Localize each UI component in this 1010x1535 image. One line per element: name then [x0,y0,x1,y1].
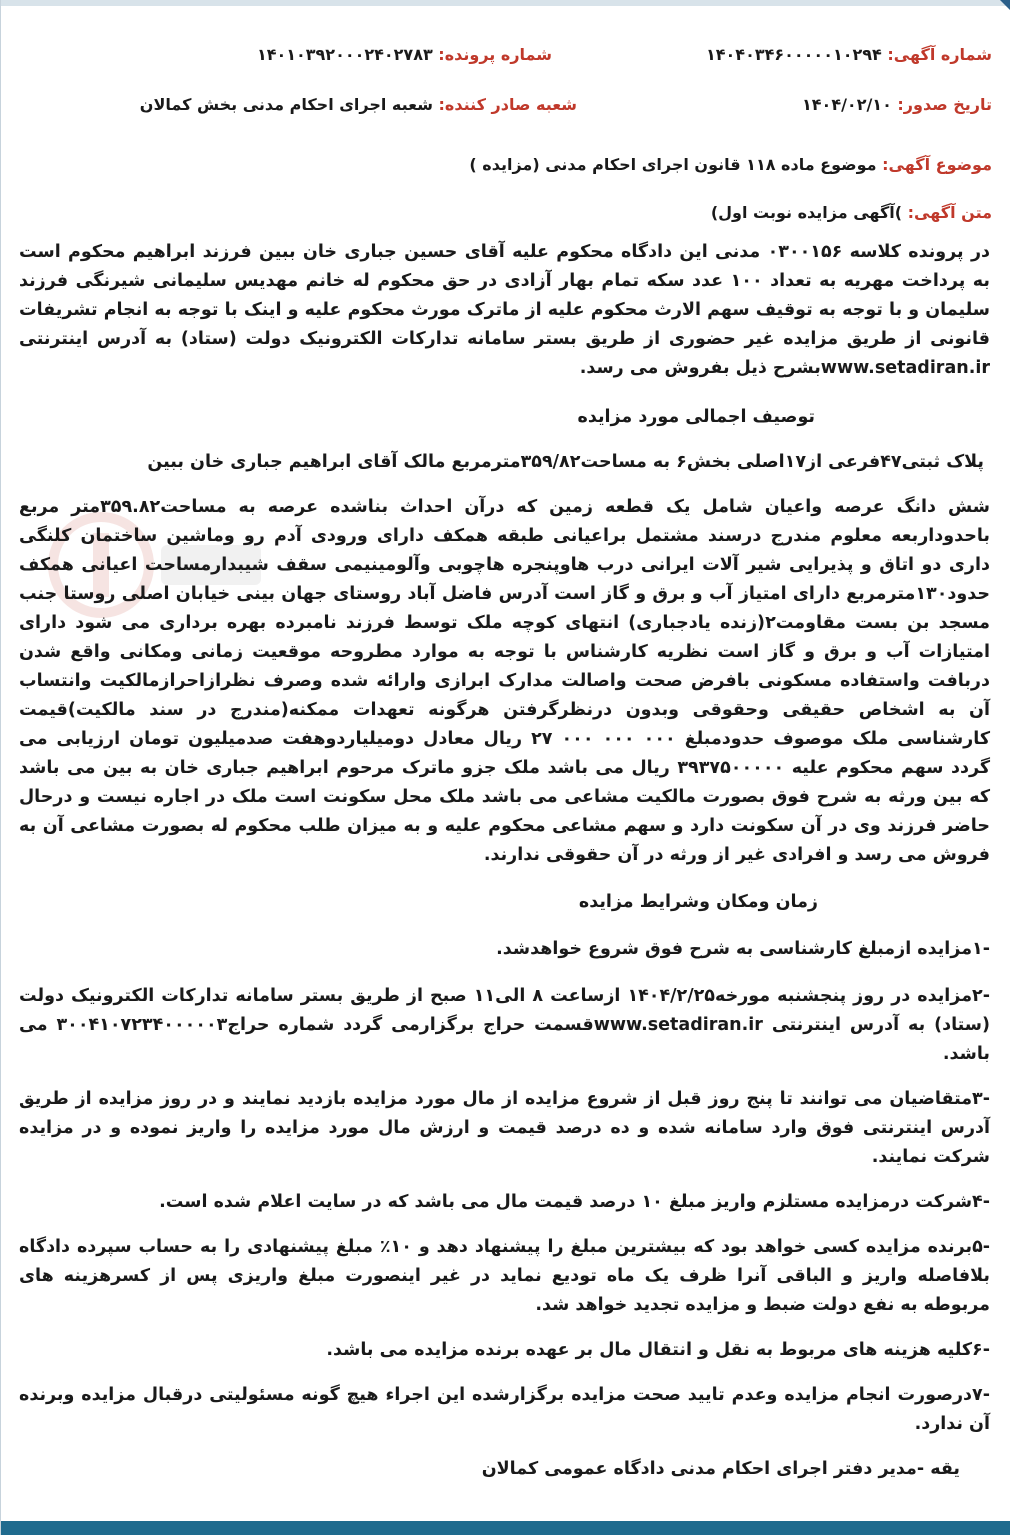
condition-item-5: -۵برنده مزایده کسی خواهد بود که بیشترین مبلغ را پیشنهاد دهد و ۱۰٪ مبلغ پیشنهادی را به حساب سپرده دادگاه بلافاصله واریز و الباقی آنرا ظرف یک ماه تودیع نماید در غیر اینصورت مبلغ واریزی پس از کسرهزینه های مربوطه به نفع دولت ضبط و مزایده تجدید خواهد شد. [19,1237,991,1315]
condition-item-7: -۷درصورت انجام مزایده وعدم تایید صحت مزایده برگزارشده این اجراء هیچ گونه مسئولیتی درقبال مزایده وبرنده آن ندارد. [19,1385,990,1434]
condition-item-2: -۲مزایده در روز پنجشنبه مورخه۱۴۰۴/۲/۲۵ ازساعت ۸ الی۱۱ صبح از طریق بستر سامانه تدارکات الکترونیک دولت (ستاد) به آدرس اینترنتی www.setadiran.irقسمت حراج برگزارمی گردد شماره حراج۳۰۰۴۱۰۷۲۳۴۰۰۰۰۰۳ می باشد. [19,986,990,1064]
ad-text-header [711,203,992,222]
signature: یقه -مدیر دفتر اجرای احکام مدنی دادگاه عمومی کمالان [481,1459,960,1479]
issuer [140,95,577,114]
case-number-value: ۱۴۰۱۰۳۹۲۰۰۰۲۴۰۲۷۸۳ [256,45,433,64]
ad-text-value: )آگهی مزایده نوبت اول) [710,203,903,222]
case-number [257,45,552,64]
issue-date-value: ۱۴۰۴/۰۲/۱۰ [802,95,892,114]
issue-date-label: تاریخ صدور: [897,95,992,114]
condition-item-4: -۴شرکت درمزایده مستلزم واریز مبلغ ۱۰ درصد قیمت مال می باشد که در سایت اعلام شده است. [159,1192,990,1212]
condition-item-1: -۱مزایده ازمبلغ کارشناسی به شرح فوق شروع خواهدشد. [496,939,990,959]
condition-item-3: -۳متقاضیان می توانند تا پنج روز قبل از شروع مزایده از مال مورد مزایده بازدید نمایند و در روز مزایده از طریق آدرس اینترنتی فوق وارد سامانه شده و ده درصد قیمت و ارزش مال مورد مزایده را واریز نموده و در مزایده شرکت نمایند. [19,1089,990,1167]
top-border [1,0,1010,6]
bottom-bar [1,1521,1010,1535]
case-number-label: شماره پرونده: [438,45,552,64]
ad-body [19,238,990,1484]
ad-text-label: متن آگهی: [907,203,992,222]
plaque-line: پلاک ثبتی۴۷فرعی از۱۷اصلی بخش۶ به مساحت۳۵۹/۸۲مترمربع مالک آقای ابراهیم جباری خان ببین [147,452,984,472]
issuer-value: شعبه اجرای احکام مدنی بخش کمالان [139,95,433,114]
subject-label: موضوع آگهی: [882,155,992,174]
ad-number [706,45,992,64]
ad-number-value: ۱۴۰۴۰۳۴۶۰۰۰۰۰۱۰۲۹۴ [706,45,882,64]
subject [469,155,992,174]
condition-item-6: -۶کلیه هزینه های مربوط به نقل و انتقال مال بر عهده برنده مزایده می باشد. [326,1340,990,1360]
subject-value: موضوع ماده ۱۱۸ قانون اجرای احکام مدنی (مزایده ) [469,155,877,174]
conditions-heading: زمان ومکان وشرایط مزایده [578,892,818,912]
summary-heading: توصیف اجمالی مورد مزایده [577,407,815,427]
corner-arrow-icon [1000,0,1010,10]
ad-number-label: شماره آگهی: [887,45,992,64]
issuer-label: شعبه صادر کننده: [438,95,577,114]
intro-paragraph: در پرونده کلاسه ۰۳۰۰۱۵۶ مدنی این دادگاه محکوم علیه آقای حسین جباری خان ببین فرزند ابراهیم محکوم است به پرداخت مهریه به تعداد ۱۰۰ عدد سکه تمام بهار آزادی در حق محکوم له خانم مهدیس سلیمانی شیرنگی فرزند سلیمان و با توجه به توقیف سهم الارث محکوم علیه از ماترک مورث محکوم علیه و اینک با توجه به انجام تشریفات قانونی از طریق مزایده غیر حضوری از طریق بستر سامانه تدارکات الکترونیک دولت (ستاد) به آدرس اینترنتی www.setadiran.irبشرح ذیل بفروش می رسد. [19,242,991,378]
issue-date [802,95,992,114]
description-paragraph: شش دانگ عرصه واعیان شامل یک قطعه زمین که درآن احداث بناشده عرصه به مساحت۳۵۹.۸۲متر مربع باحدوداربعه معلوم مندرج درسند مشتمل براعیانی طبقه همکف دارای ورودی آدم رو وماشین ساختمان کلنگی داری دو اتاق و پذیرایی شیر آلات ایرانی درب هاوپنجره هاچوبی وآلومینیمی سقف شیبدارمساحت اعیانی همکف حدود۱۳۰مترمربع دارای امتیاز آب و برق و گاز است آدرس فاضل آباد روستای جهان بینی خیابان اصلی روستا جنب مسجد بن بست مقاومت۲(زنده یادجباری) انتهای کوچه ملک توسط فرزند نامبرده بهره برداری می شود دارای امتیازات آب و برق و گاز است نظریه کارشناس با توجه به موارد مطروحه موقعیت زمانی ومکانی واقع شدن دربافت واستفاده مسکونی بافرض صحت واصالت مدارک ابرازی وارائه شده وصرف نظرازاحرازمالکیت وانتساب آن به اشخاص حقیقی وحقوقی وبدون درنظرگرفتن هرگونه تعهدات ممکنه(مندرج در سند مالکیت)قیمت کارشناسی ملک موصوف حدودمبلغ ۰۰۰ ۰۰۰ ۰۰۰ ۲۷ ریال معادل دومیلیاردوهفت صدمیلیون تومان ارزیابی می گردد سهم محکوم علیه ۳۹۳۷۵۰۰۰۰۰ ریال می باشد ملک جزو ماترک مرحوم ابراهیم جباری خان به بین می باشد که بین ورثه به شرح فوق بصورت مالکیت مشاعی می باشد ملک محل سکونت است ملک در اجاره نیست و درحال حاضر فرزند وی در آن سکونت دارد و سهم مشاعی محکوم علیه و به میزان طلب محکوم له بصورت مشاعی آن به فروش می رسد و افرادی غیر از ورثه در آن حقوقی ندارند. [19,497,991,865]
